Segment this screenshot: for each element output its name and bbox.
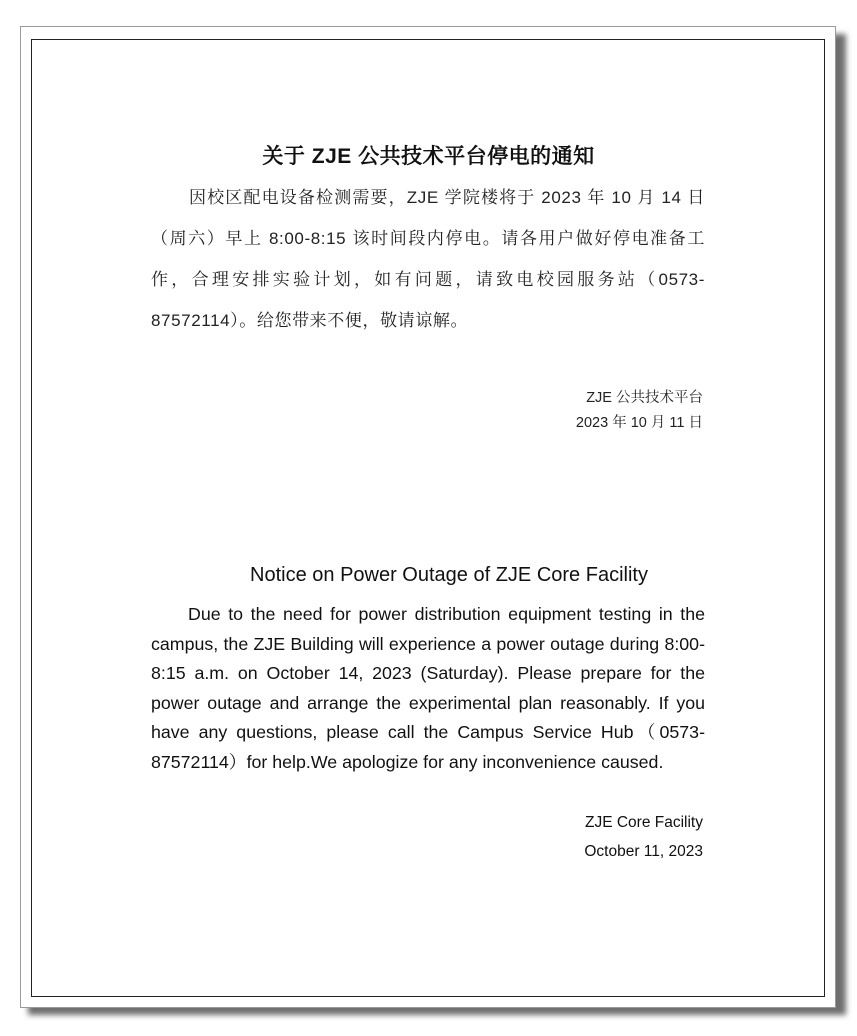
signature-zh: ZJE 公共技术平台 — [586, 390, 703, 406]
notice-body-en: Due to the need for power distribution equipment testing in the campus, the ZJE Building will experience a power outage during 8:00-8:15 a.m. on October 14, 2023 (Saturday). Please prepare for the power outage and arrange the experimental plan reasonably. If you have any questions, please call the Campus Service Hub（0573-87572114）for help.We apologize for any inconvenience caused. — [151, 604, 705, 772]
date-zh: 2023 年 10 月 11 日 — [575, 415, 703, 431]
notice-title-en: Notice on Power Outage of ZJE Core Facility — [250, 564, 648, 586]
notice-body-zh: 因校区配电设备检测需要，ZJE 学院楼将于 2023 年 10 月 14 日（周六）早上 8:00-8:15 该时间段内停电。请各用户做好停电准备工作，合理安排实验计划，如有问题，请致电校园服务站（0573-87572114）。给您带来不便，敬请谅解。 — [151, 188, 705, 330]
date-en: October 11, 2023 — [584, 843, 703, 860]
signature-block-zh — [576, 386, 703, 436]
notice-page — [20, 26, 836, 1008]
signature-block-en — [584, 808, 703, 866]
signature-en: ZJE Core Facility — [585, 814, 703, 831]
notice-title-zh: 关于 ZJE 公共技术平台停电的通知 — [262, 145, 595, 168]
